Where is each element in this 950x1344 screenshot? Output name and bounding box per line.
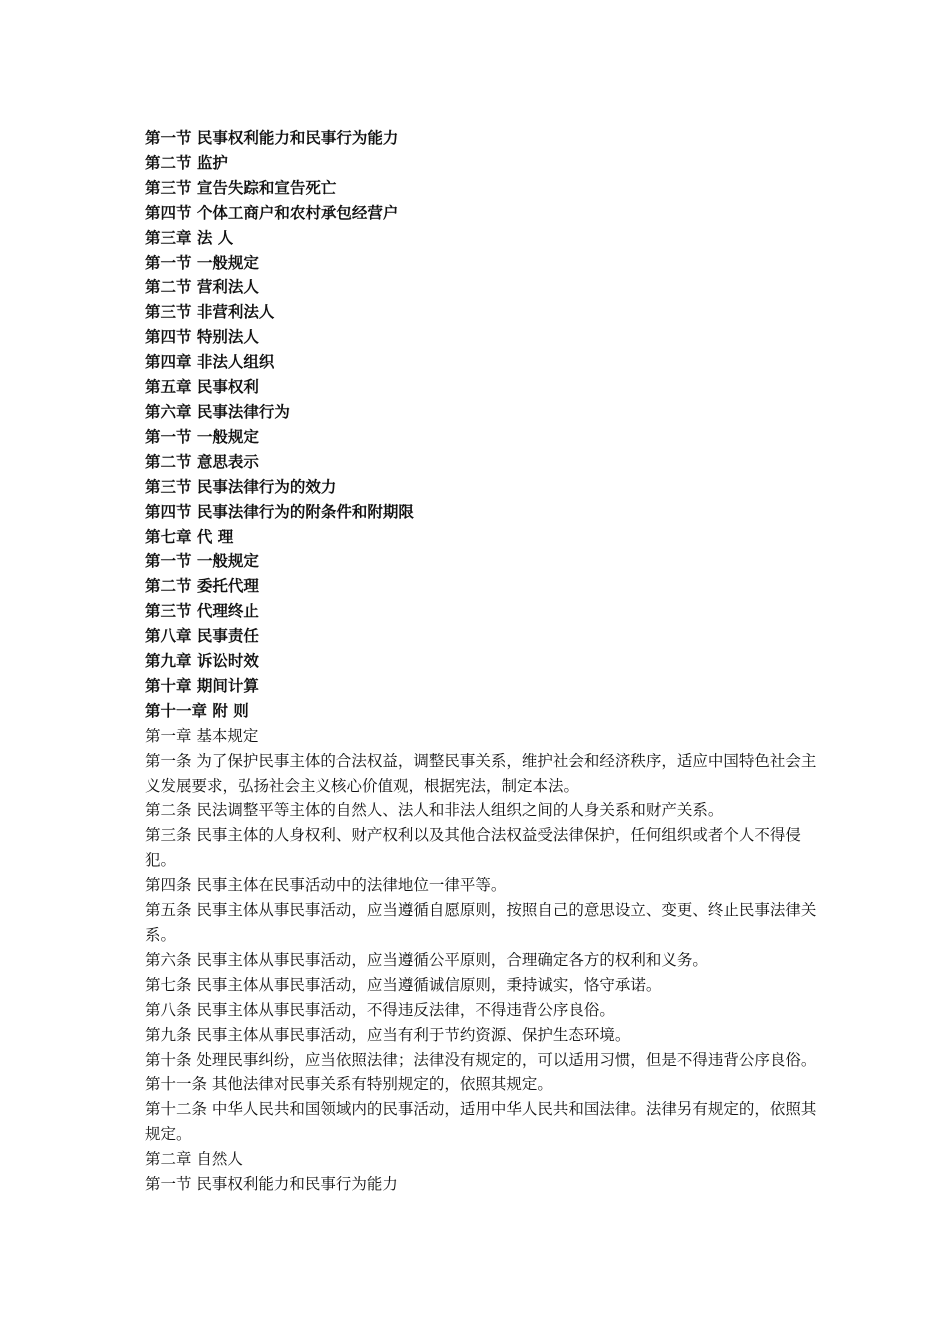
article-paragraph: 第二条 民法调整平等主体的自然人、法人和非法人组织之间的人身关系和财产关系。 [145, 801, 724, 820]
toc-item: 第三节 非营利法人 [145, 303, 275, 322]
toc-item: 第一节 一般规定 [145, 552, 259, 571]
document-page [145, 126, 825, 1197]
article-paragraph: 第九条 民事主体从事民事活动，应当有利于节约资源、保护生态环境。 [145, 1025, 631, 1044]
toc-item: 第三节 民事法律行为的效力 [145, 477, 337, 496]
article-paragraph: 第十条 处理民事纠纷，应当依照法律；法律没有规定的，可以适用习惯，但是不得违背公序良俗。 [145, 1050, 817, 1069]
toc-item: 第一节 一般规定 [145, 427, 259, 446]
article-paragraph: 第八条 民事主体从事民事活动，不得违反法律，不得违背公序良俗。 [145, 1000, 615, 1019]
toc-item: 第二节 委托代理 [145, 577, 259, 596]
toc-item: 第二节 监护 [145, 153, 228, 172]
toc-item: 第四节 民事法律行为的附条件和附期限 [145, 502, 414, 521]
toc-item: 第七章 代 理 [145, 527, 234, 546]
toc-item: 第十一章 附 则 [145, 701, 249, 720]
article-paragraph: 第六条 民事主体从事民事活动，应当遵循公平原则，合理确定各方的权利和义务。 [145, 950, 708, 969]
article-paragraph: 第五条 民事主体从事民事活动，应当遵循自愿原则，按照自己的意思设立、变更、终止民事法律关系。 [145, 901, 817, 944]
article-paragraph: 第一条 为了保护民事主体的合法权益，调整民事关系，维护社会和经济秩序，适应中国特色社会主义发展要求，弘扬社会主义核心价值观，根据宪法，制定本法。 [145, 751, 817, 795]
toc-item: 第三章 法 人 [145, 228, 234, 247]
toc-item: 第二节 营利法人 [145, 278, 259, 297]
chapter-heading: 第一章 基本规定 [145, 726, 259, 745]
toc-item: 第三节 代理终止 [145, 602, 259, 621]
toc-item: 第四节 个体工商户和农村承包经营户 [145, 203, 399, 222]
article-paragraph: 第三条 民事主体的人身权利、财产权利以及其他合法权益受法律保护，任何组织或者个人不得侵犯。 [145, 826, 801, 870]
toc-item: 第五章 民事权利 [145, 378, 259, 397]
toc-item: 第三节 宣告失踪和宣告死亡 [145, 178, 337, 197]
toc-list [145, 126, 825, 724]
article-paragraph: 第十一条 其他法律对民事关系有特别规定的，依照其规定。 [145, 1075, 553, 1094]
body-text [145, 724, 825, 1197]
chapter-heading: 第二章 自然人 [145, 1150, 243, 1169]
toc-item: 第八章 民事责任 [145, 627, 259, 646]
toc-item: 第一节 一般规定 [145, 253, 259, 272]
toc-item: 第二节 意思表示 [145, 452, 259, 471]
toc-item: 第九章 诉讼时效 [145, 652, 259, 671]
toc-item: 第一节 民事权利能力和民事行为能力 [145, 129, 399, 147]
toc-item: 第六章 民事法律行为 [145, 402, 290, 421]
article-paragraph: 第十二条 中华人民共和国领域内的民事活动，适用中华人民共和国法律。法律另有规定的，依照其规定。 [145, 1100, 817, 1144]
toc-item: 第十章 期间计算 [145, 676, 259, 695]
article-paragraph: 第七条 民事主体从事民事活动，应当遵循诚信原则，秉持诚实，恪守承诺。 [145, 975, 662, 994]
toc-item: 第四节 特别法人 [145, 328, 259, 347]
section-heading: 第一节 民事权利能力和民事行为能力 [145, 1175, 398, 1194]
article-paragraph: 第四条 民事主体在民事活动中的法律地位一律平等。 [145, 876, 507, 895]
toc-item: 第四章 非法人组织 [145, 353, 275, 372]
